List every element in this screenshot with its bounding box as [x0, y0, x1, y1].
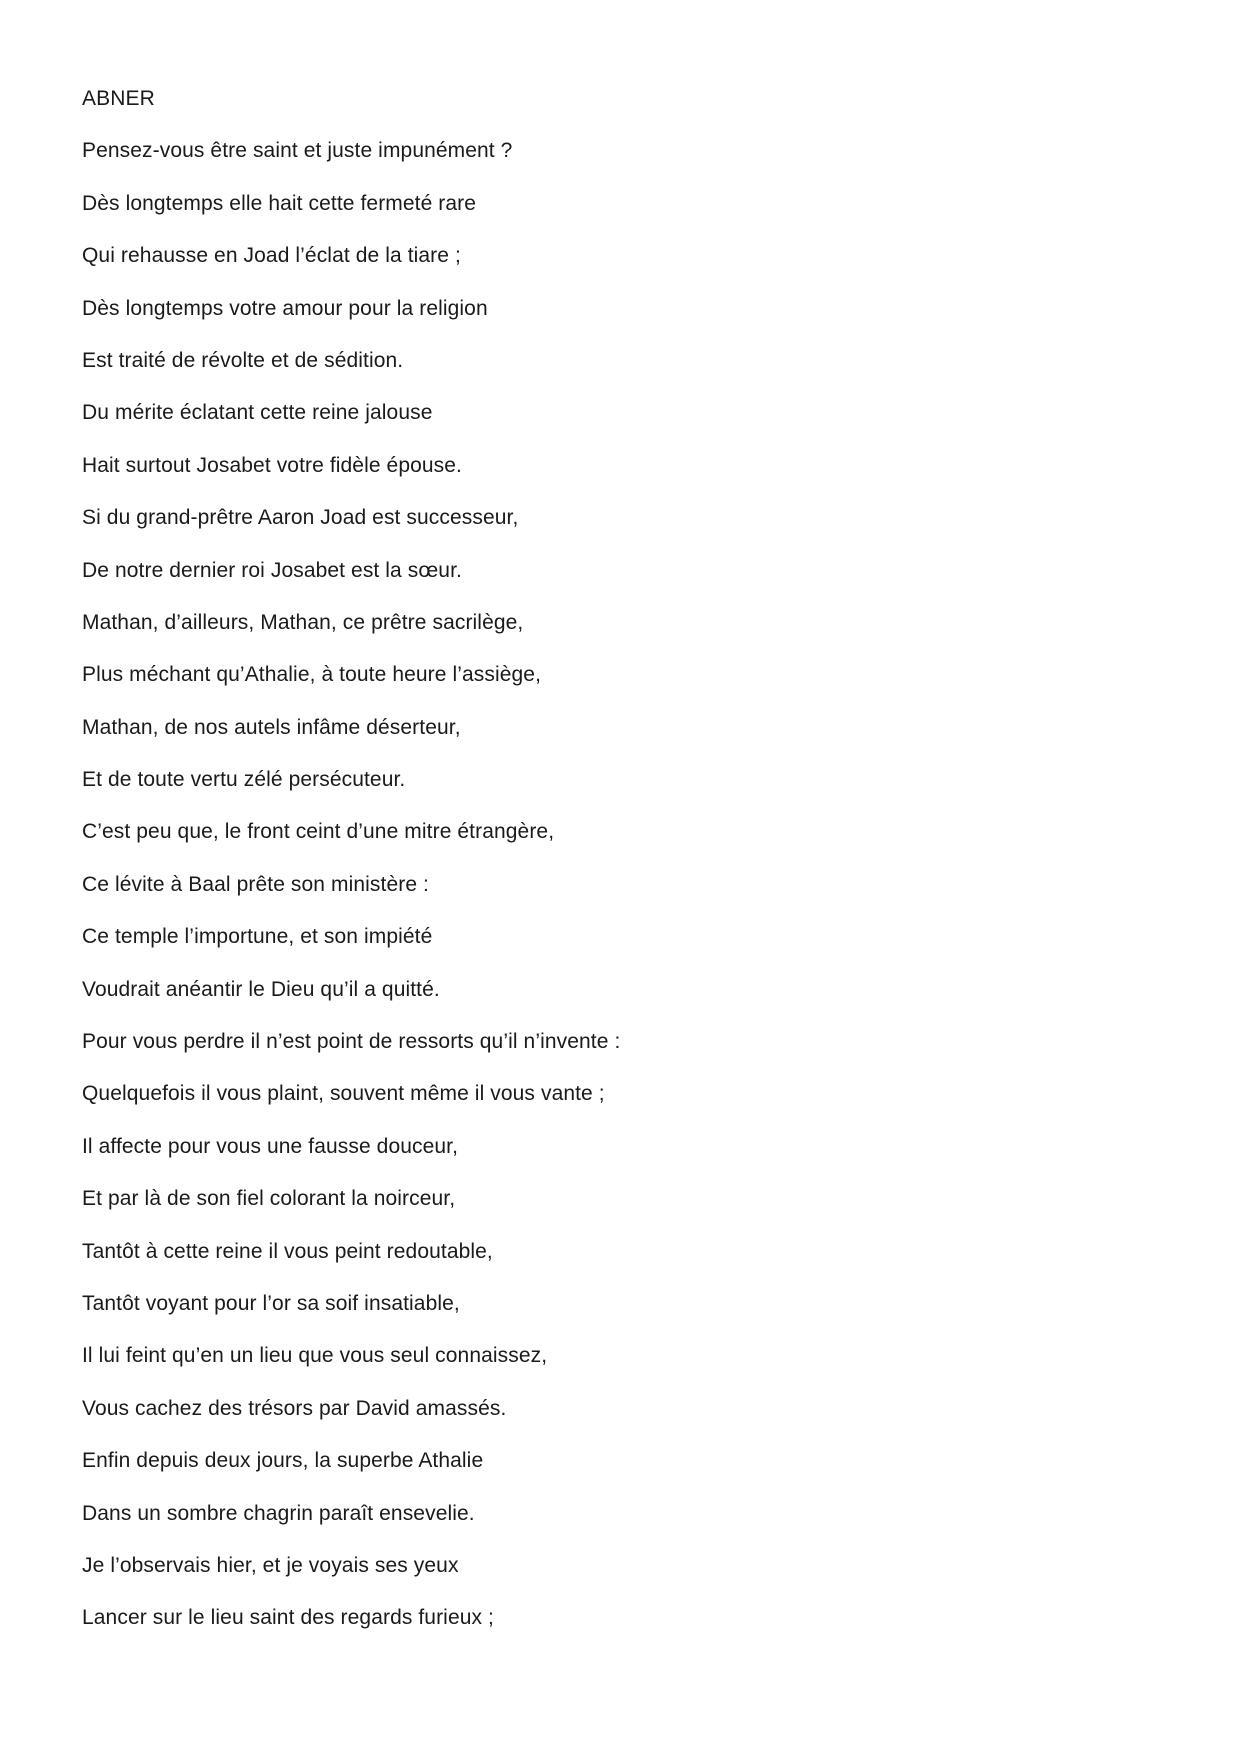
- verse-line: Je l’observais hier, et je voyais ses yeux: [82, 1553, 459, 1577]
- verse-line: Hait surtout Josabet votre fidèle épouse.: [82, 453, 462, 477]
- verse-line: Du mérite éclatant cette reine jalouse: [82, 401, 433, 425]
- verse-line: De notre dernier roi Josabet est la sœur.: [82, 558, 462, 582]
- verse-line: Plus méchant qu’Athalie, à toute heure l’assiège,: [82, 663, 542, 687]
- verse-line: Ce temple l’importune, et son impiété: [82, 925, 433, 949]
- verse-line: Il lui feint qu’en un lieu que vous seul connaissez,: [82, 1344, 548, 1368]
- verse-line: Enfin depuis deux jours, la superbe Athalie: [82, 1449, 484, 1473]
- verse-line: Tantôt à cette reine il vous peint redoutable,: [82, 1239, 493, 1263]
- verse-line: Tantôt voyant pour l’or sa soif insatiable,: [82, 1291, 460, 1315]
- verse-line: Et par là de son fiel colorant la noirceur,: [82, 1187, 456, 1211]
- verse-line: Ce lévite à Baal prête son ministère :: [82, 872, 429, 896]
- verse-line: Quelquefois il vous plaint, souvent même il vous vante ;: [82, 1082, 605, 1106]
- verse-line: Dès longtemps votre amour pour la religion: [82, 296, 488, 320]
- verse-line: C’est peu que, le front ceint d’une mitre étrangère,: [82, 820, 555, 844]
- verse-line: Pensez-vous être saint et juste impunément ?: [82, 139, 513, 163]
- verse-line: Vous cachez des trésors par David amassés.: [82, 1396, 507, 1420]
- verse-line: Voudrait anéantir le Dieu qu’il a quitté.: [82, 977, 440, 1001]
- verse-line: Qui rehausse en Joad l’éclat de la tiare ;: [82, 244, 461, 268]
- verse-line: Est traité de révolte et de sédition.: [82, 348, 404, 372]
- verse-line: Si du grand-prêtre Aaron Joad est successeur,: [82, 506, 519, 530]
- verse-line: Dans un sombre chagrin paraît ensevelie.: [82, 1501, 475, 1525]
- verse-line: Dès longtemps elle hait cette fermeté rare: [82, 191, 477, 215]
- verse-line: Pour vous perdre il n’est point de ressorts qu’il n’invente :: [82, 1030, 621, 1054]
- verse-line: Mathan, de nos autels infâme déserteur,: [82, 715, 461, 739]
- speaker-name: ABNER: [82, 87, 155, 110]
- verse-line: Lancer sur le lieu saint des regards furieux ;: [82, 1606, 494, 1630]
- verse-text: [82, 77, 1162, 1649]
- verse-line: Et de toute vertu zélé persécuteur.: [82, 768, 406, 792]
- verse-line: Il affecte pour vous une fausse douceur,: [82, 1134, 459, 1158]
- verse-line: Mathan, d’ailleurs, Mathan, ce prêtre sacrilège,: [82, 610, 524, 634]
